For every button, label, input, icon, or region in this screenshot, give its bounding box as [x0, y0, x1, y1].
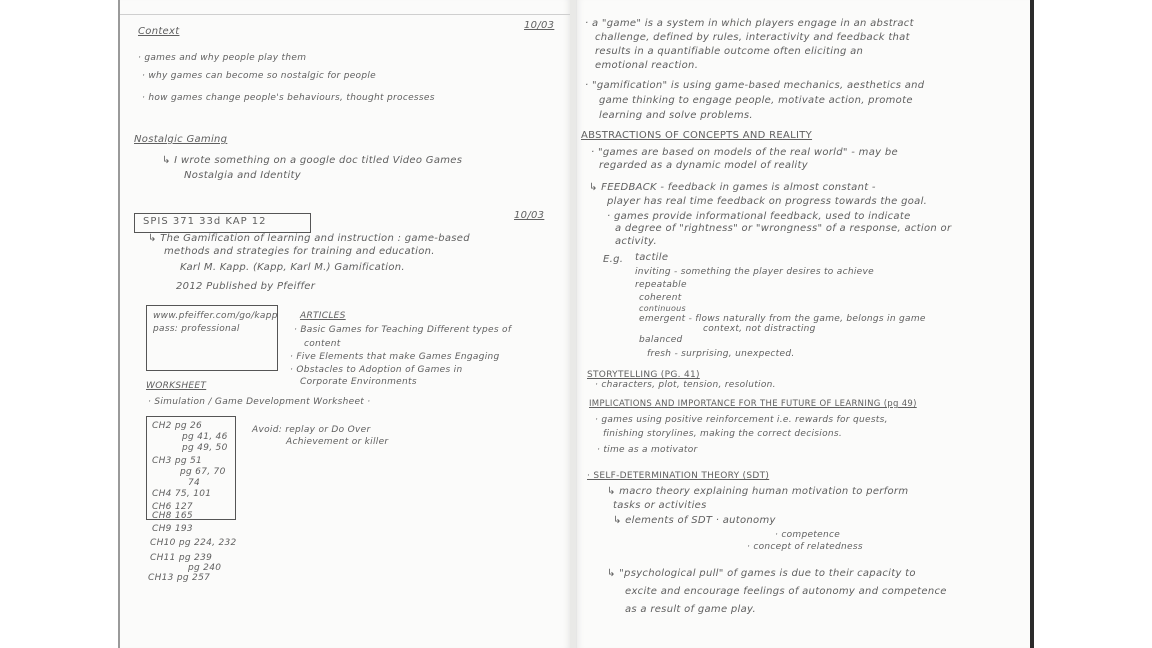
chapter-ref: CH13 pg 257 — [148, 573, 211, 583]
book-call-number: SPIS 371 33d KAP 12 — [143, 216, 267, 227]
gamification-definition-line: learning and solve problems. — [599, 110, 753, 121]
sdt-line: ↳ macro theory explaining human motivation to perform — [607, 486, 909, 497]
example-item: inviting - something the player desires to achieve — [635, 267, 874, 277]
example-item: repeatable — [635, 280, 687, 290]
implications-heading: IMPLICATIONS AND IMPORTANCE FOR THE FUTURE OF LEARNING (pg 49) — [589, 399, 917, 409]
example-item: fresh - surprising, unexpected. — [647, 349, 795, 359]
book-line: methods and strategies for training and education. — [164, 246, 435, 257]
articles-heading: ARTICLES — [300, 311, 346, 321]
feedback-line: player has real time feedback on progress towards the goal. — [607, 196, 928, 207]
nostalgic-line: ↳ I wrote something on a google doc titled Video Games — [162, 155, 463, 166]
chapter-ref: pg 240 — [188, 563, 222, 573]
chapter-ref: CH6 127 — [152, 502, 193, 512]
example-item: continuous — [639, 304, 686, 313]
worksheet-line: · Simulation / Game Development Worksheet · — [148, 397, 371, 407]
game-definition-line: · a "game" is a system in which players engage in an abstract — [585, 18, 914, 29]
gamification-definition-line: game thinking to engage people, motivate action, promote — [599, 95, 913, 106]
implications-line: · games using positive reinforcement i.e. rewards for quests, — [595, 415, 888, 425]
chapter-ref: pg 49, 50 — [182, 443, 228, 453]
context-item: · how games change people's behaviours, thought processes — [142, 93, 435, 103]
storytelling-heading: STORYTELLING (PG. 41) — [587, 370, 700, 380]
book-line: ↳ The Gamification of learning and instruction : game-based — [148, 233, 470, 244]
chapter-ref: pg 67, 70 — [180, 467, 226, 477]
abstractions-line: · "games are based on models of the real world" - may be — [591, 147, 898, 158]
psychological-pull-line: ↳ "psychological pull" of games is due to their capacity to — [607, 568, 916, 579]
chapter-ref: CH11 pg 239 — [150, 553, 213, 563]
implications-line: finishing storylines, making the correct decisions. — [603, 429, 843, 439]
article-item: · Obstacles to Adoption of Games in — [290, 365, 463, 375]
example-item: tactile — [635, 252, 669, 263]
example-item: context, not distracting — [703, 324, 816, 334]
website-line: pass: professional — [153, 324, 240, 334]
sdt-line: tasks or activities — [613, 500, 707, 511]
feedback-line: ↳ FEEDBACK - feedback in games is almost constant - — [589, 182, 876, 193]
feedback-line: activity. — [615, 236, 657, 247]
storytelling-line: · characters, plot, tension, resolution. — [595, 380, 776, 390]
feedback-line: · games provide informational feedback, used to indicate — [607, 211, 911, 222]
game-definition-line: results in a quantifiable outcome often eliciting an — [595, 46, 864, 57]
book-line: 2012 Published by Pfeiffer — [176, 281, 316, 292]
sdt-line: · concept of relatedness — [747, 542, 863, 552]
psychological-pull-line: excite and encourage feelings of autonomy and competence — [625, 586, 947, 597]
example-item: balanced — [639, 335, 683, 345]
book-code-box — [134, 213, 311, 233]
book-line: Karl M. Kapp. (Kapp, Karl M.) Gamification. — [180, 262, 405, 273]
context-item: · games and why people play them — [138, 53, 307, 63]
game-definition-line: emotional reaction. — [595, 60, 699, 71]
date-note: 10/03 — [514, 210, 545, 221]
example-label: E.g. — [603, 254, 624, 265]
game-definition-line: challenge, defined by rules, interactivity and feedback that — [595, 32, 910, 43]
date-note: 10/03 — [524, 20, 555, 31]
chapter-ref: CH4 75, 101 — [152, 489, 212, 499]
right-notebook-page — [576, 0, 1033, 648]
avoid-line: Achievement or killer — [286, 437, 389, 447]
sdt-heading: · SELF-DETERMINATION THEORY (SDT) — [587, 471, 770, 481]
nostalgic-heading: Nostalgic Gaming — [134, 134, 228, 145]
chapter-ref: 74 — [188, 478, 201, 488]
page-top-edge — [118, 14, 570, 15]
example-item: emergent - flows naturally from the game, belongs in game — [639, 314, 926, 324]
website-box — [146, 305, 278, 371]
chapter-ref: CH2 pg 26 — [152, 421, 203, 431]
chapter-ref: CH8 165 — [152, 511, 193, 521]
avoid-line: Avoid: replay or Do Over — [252, 425, 371, 435]
chapter-ref: CH3 pg 51 — [152, 456, 203, 466]
article-item: Corporate Environments — [300, 377, 417, 387]
chapter-ref: CH9 193 — [152, 524, 193, 534]
article-item: content — [304, 339, 341, 349]
abstractions-line: regarded as a dynamic model of reality — [599, 160, 808, 171]
context-item: · why games can become so nostalgic for people — [142, 71, 377, 81]
left-notebook-page — [118, 0, 571, 648]
page-edge-shadow — [118, 0, 120, 648]
sdt-line: · competence — [775, 530, 841, 540]
nostalgic-line: Nostalgia and Identity — [184, 170, 301, 181]
article-item: · Basic Games for Teaching Different types of — [294, 325, 512, 335]
chapter-ref: pg 41, 46 — [182, 432, 228, 442]
context-heading: Context — [138, 26, 180, 37]
notebook-spread — [118, 0, 1032, 648]
gamification-definition-line: · "gamification" is using game-based mechanics, aesthetics and — [585, 80, 925, 91]
page-edge-shadow — [1030, 0, 1034, 648]
implications-line: · time as a motivator — [597, 445, 698, 455]
example-item: coherent — [639, 293, 682, 303]
website-line: www.pfeiffer.com/go/kapp — [153, 311, 278, 321]
abstractions-heading: ABSTRACTIONS OF CONCEPTS AND REALITY — [581, 130, 813, 141]
chapter-ref: CH10 pg 224, 232 — [150, 538, 237, 548]
psychological-pull-line: as a result of game play. — [625, 604, 756, 615]
article-item: · Five Elements that make Games Engaging — [290, 352, 500, 362]
sdt-line: ↳ elements of SDT · autonomy — [613, 515, 776, 526]
feedback-line: a degree of "rightness" or "wrongness" of a response, action or — [615, 223, 952, 234]
worksheet-heading: WORKSHEET — [146, 381, 207, 391]
